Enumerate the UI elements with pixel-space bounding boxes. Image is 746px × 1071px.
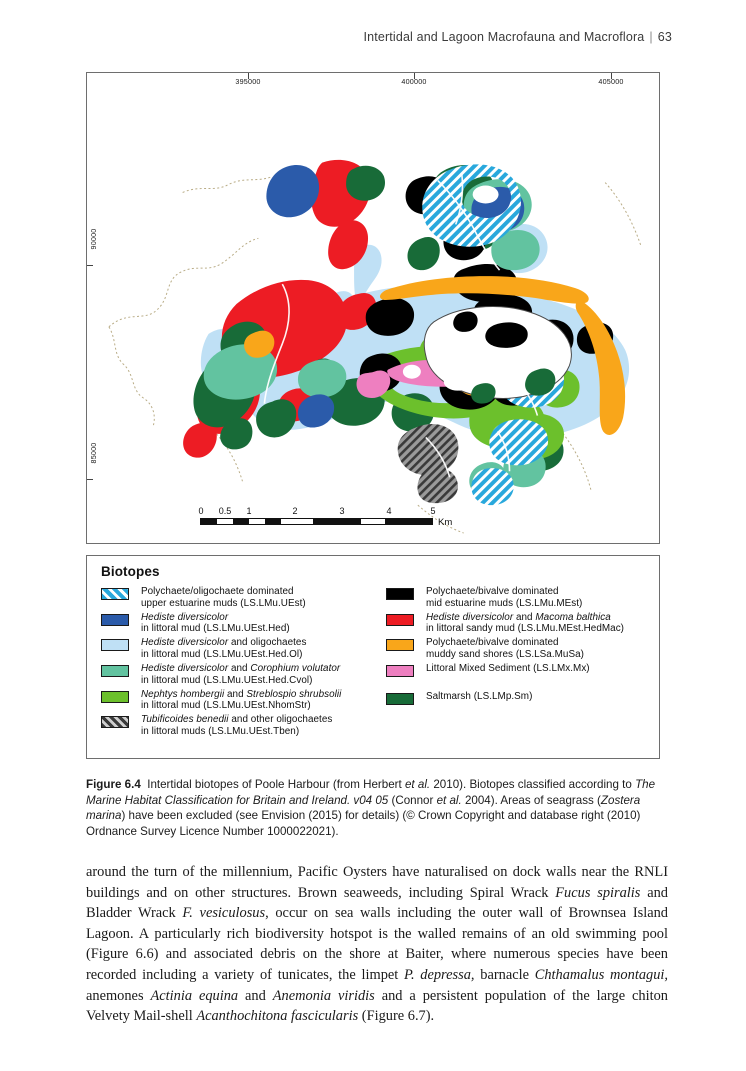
swatch-red-icon [386,614,414,626]
caption-italic-1: et al. [404,778,431,791]
legend-item-saltmarsh [386,691,654,710]
legend-line-1-italic: Nephtys hombergii [141,688,225,700]
swatch-bright-green-icon [101,691,129,703]
legend-line-1-italic-2: Corophium volutator [250,663,341,675]
legend-line-1: Littoral Mixed Sediment (LS.LMx.Mx) [426,663,590,675]
body-text-e: anemones [86,987,151,1004]
legend-line-1-plain: and other oligochaetes [228,714,333,726]
body-italic-6: Anemonia viridis [272,987,375,1004]
legend-item-mest [386,586,654,609]
legend-item-hed [101,612,371,635]
caption-text-5: ) have been excluded (see Envision (2015) for details) (© Crown Copyright and database right (2010) Ordnance Survey Licence Number 1000022021). [86,809,641,838]
swatch-orange-icon [386,639,414,651]
legend-line-1-italic: Tubificoides benedii [141,714,229,726]
legend-item-musa [386,637,654,660]
caption-text-4: 2004). Areas of seagrass ( [461,793,601,807]
legend-line-2: mid estuarine muds (LS.LMu.MEst) [426,597,583,609]
body-text-d: barnacle [474,966,535,983]
scale-bar-segment-1 [201,519,217,524]
scale-label-0-5: 0.5 [218,506,232,516]
y-tick-label-1: 90000 [89,228,98,250]
body-text-f: and [238,987,273,1004]
scale-bar [200,503,455,531]
scale-label-5: 5 [430,506,436,516]
scale-label-4: 4 [386,506,392,516]
body-paragraph [86,862,668,1027]
legend-title: Biotopes [101,564,160,579]
legend-line-2: in littoral mud (LS.LMu.UEst.Hed.Ol) [141,648,303,660]
legend-line-1-plain: and oligochaetes [228,637,307,649]
swatch-light-blue-icon [101,639,129,651]
legend-line-2: in littoral muds (LS.LMu.UEst.Tben) [141,726,300,738]
legend-line-1: Saltmarsh (LS.LMp.Sm) [426,691,533,703]
caption-text-3: (Connor [388,793,437,807]
caption-italic-2: The Marine Habitat Classification for Britain and Ireland. v04 05 [86,778,656,807]
legend-column-right [386,586,654,713]
caption-text-1: Intertidal biotopes of Poole Harbour (from Herbert [147,778,405,791]
legend-line-1: Polychaete/bivalve dominated [426,586,559,597]
legend-line-2: in littoral sandy mud (LS.LMu.MEst.HedMac) [426,623,625,635]
scale-label-1: 1 [246,506,252,516]
y-tick-mark-1 [87,265,93,266]
lagoon-hole [473,186,499,204]
legend-line-2: upper estuarine muds (LS.LMu.UEst) [141,597,306,609]
body-italic-7: Acanthochitona fascicularis [196,1008,359,1025]
legend-line-1-plain: and [228,663,251,675]
figure-caption-label: Figure 6.4 [86,778,141,791]
running-head-separator: | [649,30,653,44]
figure-caption [86,777,666,839]
legend-item-hed-cvol [101,663,371,686]
body-text-c: , occur on sea walls including the outer wall of Brownsea Island Lagoon. A particularly rich biodiversity hotspot is the walled remains of an old swimming pool (Figure 6.6) and associated debris on the shore at Baiter, where numerous species have been recorded including a variety of tunicates, the limpet [86,905,668,983]
legend-line-2: in littoral mud (LS.LMu.UEst.Hed) [141,623,290,635]
swatch-cyan-hatched-icon [101,588,129,600]
green-hole [444,373,472,391]
legend-item-tben [101,714,371,737]
legend-box [86,555,660,759]
x-tick-label-2: 400000 [401,77,427,86]
legend-line-1: Polychaete/bivalve dominated [426,637,559,649]
x-tick-label-1: 395000 [235,77,261,86]
y-tick-label-2: 85000 [89,442,98,464]
legend-line-1-italic-2: Streblospio shrubsolii [246,688,342,700]
body-text-g: and a persistent population of the large chiton Velvety Mail-shell [86,987,669,1025]
legend-item-nhomstr [101,689,371,712]
legend-item-hed-ol [101,637,371,660]
legend-line-1-italic: Hediste diversicolor [141,663,229,675]
swatch-pink-icon [386,665,414,677]
body-text-b: and Bladder Wrack [86,884,669,922]
body-italic-1: Fucus spiralis [555,884,641,901]
caption-italic-3: et al. [436,793,462,807]
legend-line-1-plain: and [513,611,536,623]
caption-italic-4: Zostera marina [86,793,641,823]
x-tick-label-3: 405000 [598,77,624,86]
scale-label-2: 2 [292,506,298,516]
legend-line-1-italic: Hediste diversicolor [141,611,229,623]
swatch-grey-hatched-icon [101,716,129,728]
body-italic-3: P. depressa, [404,966,475,983]
scale-label-0: 0 [198,506,204,516]
swatch-black-icon [386,588,414,600]
body-italic-4: Chthamalus montagui, [534,966,668,983]
body-italic-5: Actinia equina [150,987,239,1004]
legend-line-1-plain: and [224,688,247,700]
legend-column-left [101,586,371,740]
caption-text-2: 2010). Biotopes classified according to [430,778,636,791]
figure-6-4 [86,72,662,759]
running-head-title: Intertidal and Lagoon Macrofauna and Macroflora [363,30,645,44]
page-number: 63 [657,30,672,44]
swatch-dark-green-icon [386,693,414,705]
legend-item-uest [101,586,371,609]
scale-bar-segment-5 [385,519,432,524]
poole-harbour-map-svg [87,73,659,543]
legend-line-2: in littoral mud (LS.LMu.UEst.Hed.Cvol) [141,674,313,686]
scale-label-3: 3 [339,506,345,516]
swatch-dark-blue-icon [101,614,129,626]
body-italic-2: F. vesiculosus [182,905,266,922]
legend-line-2: muddy sand shores (LS.LSa.MuSa) [426,648,584,660]
map-canvas [87,73,659,543]
legend-line-1-italic: Hediste diversicolor [426,611,514,623]
body-text-a: around the turn of the millennium, Pacific Oysters have naturalised on dock walls near the RNLI buildings and on other structures. Brown seaweeds, including Spiral Wrack [86,864,668,901]
legend-line-1-italic: Hediste diversicolor [141,637,229,649]
legend-line-1-italic-2: Macoma balthica [535,611,611,623]
map-frame [86,72,660,544]
scale-bar-segment-3 [265,519,281,524]
legend-line-2: in littoral mud (LS.LMu.UEst.NhomStr) [141,700,311,712]
running-head [0,30,672,44]
legend-item-lmx [386,663,654,682]
y-tick-mark-2 [87,479,93,480]
scale-unit-label: Km [438,517,453,528]
green-hole-2 [403,365,421,379]
scale-bar-segment-2 [233,519,249,524]
legend-line-1: Polychaete/oligochaete dominated [141,586,294,597]
swatch-teal-green-icon [101,665,129,677]
legend-item-hedmac [386,612,654,635]
body-text-h: (Figure 6.7). [358,1008,435,1025]
scale-bar-segment-4 [313,519,361,524]
